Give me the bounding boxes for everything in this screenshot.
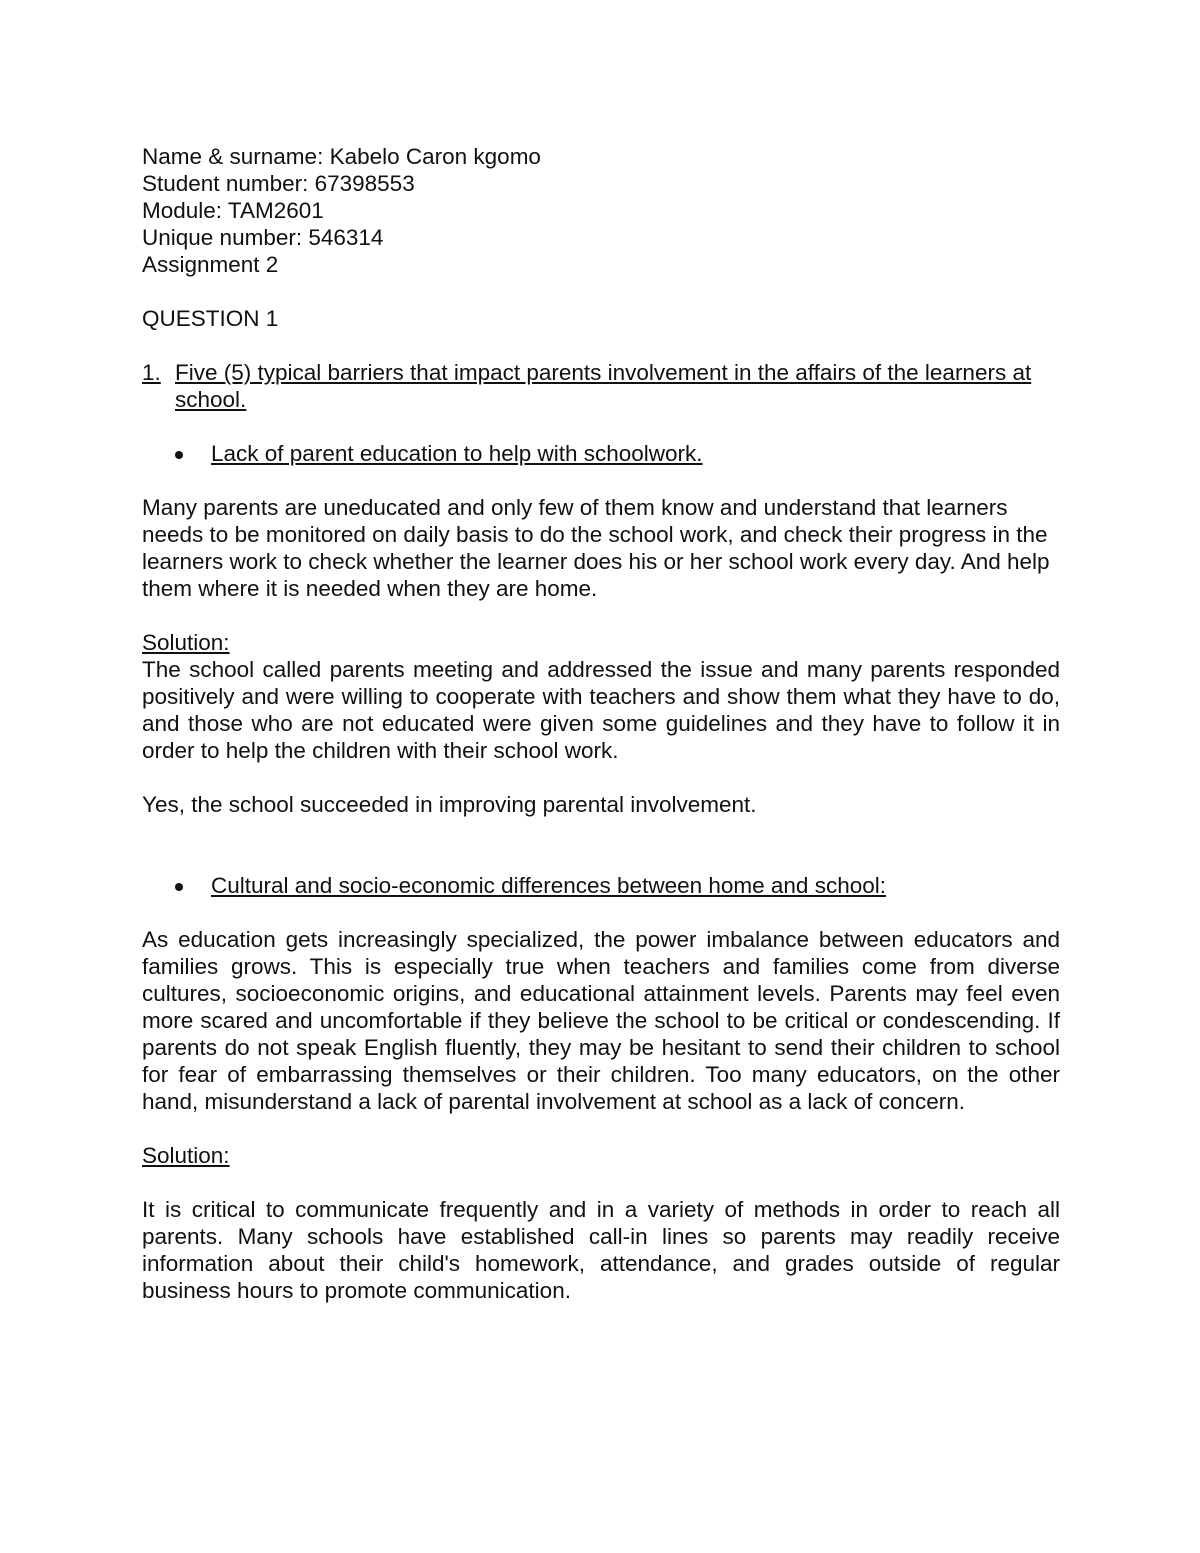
assignment-line: Assignment 2 [142,252,279,277]
barrier-title: Lack of parent education to help with schoolwork. [211,441,703,466]
barrier-section-1 [142,440,1060,818]
bullet-icon [175,872,211,899]
student-details [142,143,1060,278]
solution-label: Solution: [142,1143,230,1168]
document-content [142,143,1060,1304]
question-prompt-text: Five (5) typical barriers that impact parents involvement in the affairs of the learners at school. [175,360,1032,412]
conclusion-text: Yes, the school succeeded in improving parental involvement. [142,792,757,817]
question-number: 1. [142,360,161,385]
barrier-section-2 [142,872,1060,1304]
barrier-title-row [142,872,1060,899]
module-line: Module: TAM2601 [142,198,324,223]
solution-text: The school called parents meeting and addressed the issue and many parents responded positively and were willing to cooperate with teachers and show them what they have to do, and those who are not educated were given some guidelines and they have to follow it in order to help the children with their school work. [142,657,1060,763]
barrier-description: As education gets increasingly specialized, the power imbalance between educators and families grows. This is especially true when teachers and families come from diverse cultures, socioeconomic origins, and educational attainment levels. Parents may feel even more scared and uncomfortable if they believe the school to be critical or condescending. If parents do not speak English fluently, they may be hesitant to send their children to school for fear of embarrassing themselves or their children. Too many educators, on the other hand, misunderstand a lack of parental involvement at school as a lack of concern. [142,927,1060,1114]
barrier-description: Many parents are uneducated and only few of them know and understand that learners needs to be monitored on daily basis to do the school work, and check their progress in the learners work to check whether the learner does his or her school work every day. And help them where it is needed when they are home. [142,495,1050,601]
question-heading: QUESTION 1 [142,306,279,331]
bullet-icon [175,440,211,467]
barrier-title: Cultural and socio-economic differences between home and school: [211,873,886,898]
unique-number-line: Unique number: 546314 [142,225,384,250]
name-line: Name & surname: Kabelo Caron kgomo [142,144,541,169]
solution-text: It is critical to communicate frequently and in a variety of methods in order to reach all parents. Many schools have established call-in lines so parents may readily receive information about their child's homework, attendance, and grades outside of regular business hours to promote communication. [142,1197,1060,1303]
barrier-title-row [142,440,1060,467]
student-number-line: Student number: 67398553 [142,171,415,196]
question-prompt [142,359,1060,413]
solution-label: Solution: [142,630,230,655]
